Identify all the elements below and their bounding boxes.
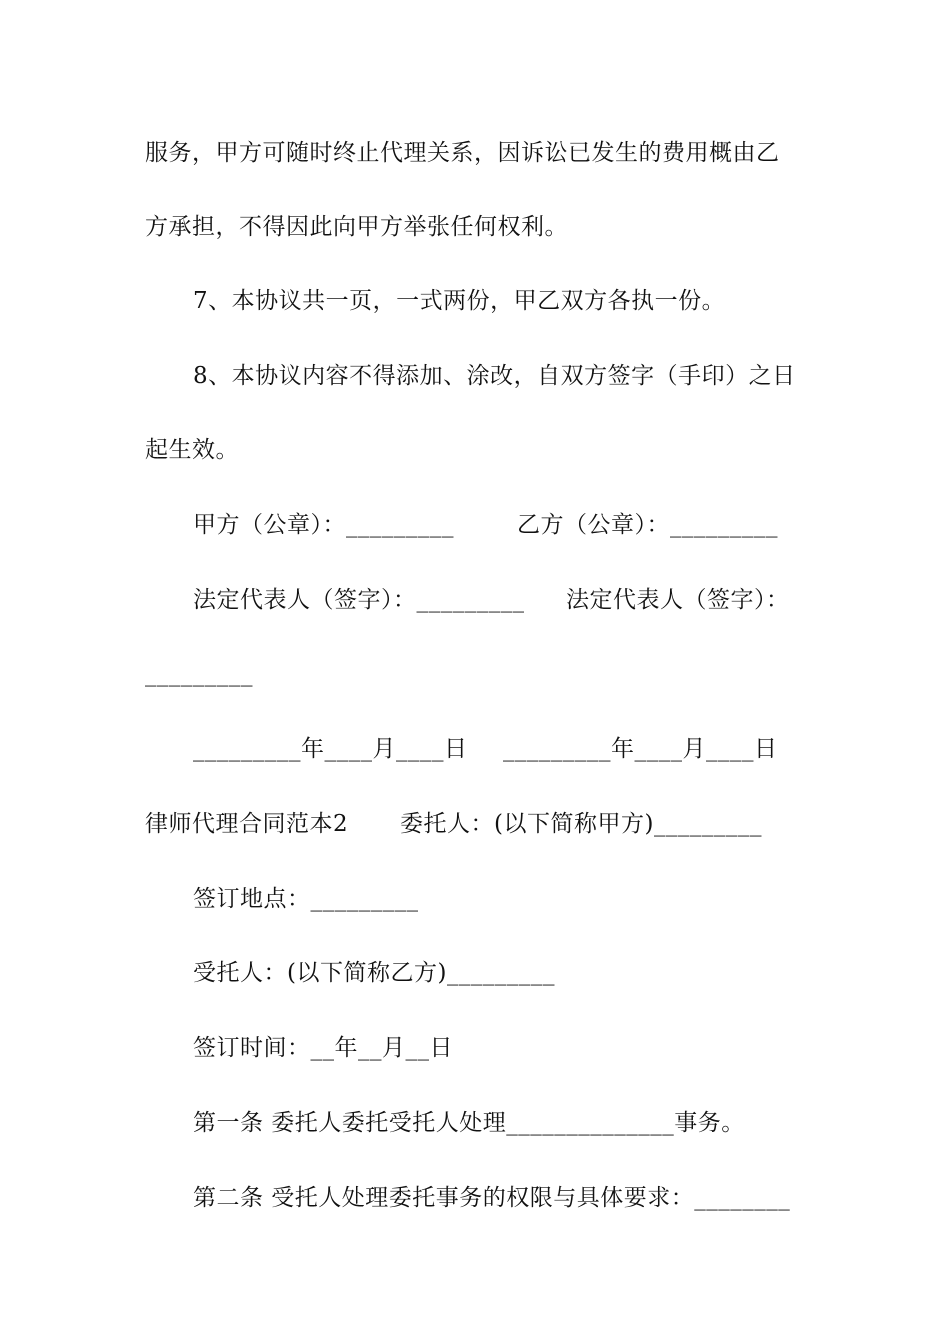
party-a-seal: 甲方（公章）：_________ [193, 512, 454, 538]
signing-time: 签订时间：__年__月__日 [193, 1035, 453, 1061]
party-b-representative: 法定代表人（签字）： [566, 587, 790, 613]
client-field: 委托人：(以下简称甲方)_________ [400, 811, 762, 837]
contract2-heading: 律师代理合同范本2 [145, 811, 349, 837]
paragraph-line: 起生效。 [145, 437, 239, 463]
clause-7: 7、本协议共一页，一式两份，甲乙双方各执一份。 [193, 288, 726, 314]
clause-8: 8、本协议内容不得添加、涂改，自双方签字（手印）之日 [193, 363, 796, 389]
date-party-a: _________年____月____日 [193, 736, 468, 762]
party-a-representative: 法定代表人（签字）：_________ [193, 587, 525, 613]
agent-field: 受托人：(以下简称乙方)_________ [193, 960, 555, 986]
paragraph-line: 方承担，不得因此向甲方举张任何权利。 [145, 214, 568, 240]
article-1: 第一条 委托人委托受托人处理______________事务。 [193, 1110, 745, 1136]
signing-place: 签订地点：_________ [193, 886, 419, 912]
party-b-representative-blank: _________ [145, 661, 253, 687]
article-2: 第二条 受托人处理委托事务的权限与具体要求：________ [193, 1185, 791, 1211]
party-b-seal: 乙方（公章）：_________ [517, 512, 778, 538]
date-party-b: _________年____月____日 [503, 736, 778, 762]
paragraph-line: 服务，甲方可随时终止代理关系，因诉讼已发生的费用概由乙 [145, 140, 780, 166]
